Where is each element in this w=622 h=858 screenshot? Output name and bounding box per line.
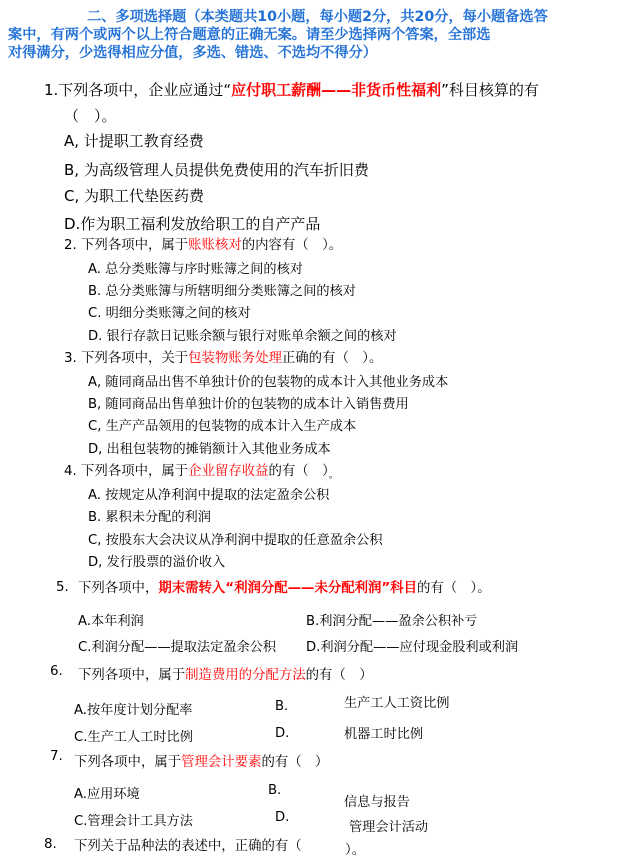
question-6-number: 6. (50, 664, 63, 679)
question-8-number: 8. (44, 837, 57, 852)
question-4-highlight: 企业留存收益 (188, 464, 269, 479)
question-6-option-c: C.生产工人工时比例 (74, 730, 193, 745)
question-3-option-d: D, 出租包装物的摊销额计入其他业务成本 (88, 442, 331, 457)
question-7-option-c: C.管理会计工具方法 (74, 814, 193, 829)
question-5-highlight: 期末需转入“利润分配——未分配利润”科目 (158, 581, 417, 596)
question-4-option-c: C, 按股东大会决议从净利润中提取的任意盈余公积 (88, 533, 383, 548)
question-4-end: 。 (328, 470, 339, 481)
section-header (8, 8, 608, 62)
question-3-suffix: 正确的有（ ）。 (281, 351, 383, 366)
question-2-suffix: 的内容有（ ）。 (241, 238, 343, 253)
question-6-suffix: 的有（ ） (305, 668, 373, 683)
question-5-prefix: 下列各项中， (78, 581, 159, 596)
question-3-prefix: 3. 下列各项中，关于 (64, 351, 189, 366)
question-2-prefix: 2. 下列各项中，属于 (64, 238, 189, 253)
header-line-3: 对得满分，少选得相应分值，多选、错选、不选均不得分） (8, 45, 377, 61)
question-6-option-d-letter: D. (275, 726, 290, 741)
question-7-stem (74, 751, 328, 770)
question-1-stem (44, 79, 539, 100)
question-7-suffix: 的有（ ） (261, 755, 329, 770)
question-5-option-d: D.利润分配——应付现金股利或利润 (306, 640, 519, 655)
header-line-1: 二、多项选择题（本类题共10小题，每小题2分，共20分，每小题备选答 (87, 9, 548, 25)
question-4-stem (64, 460, 339, 481)
question-2-stem (64, 234, 342, 253)
question-1-paren: （ ）。 (64, 107, 117, 125)
question-4-option-b: B. 累积未分配的利润 (88, 510, 211, 525)
question-2-option-b: B. 总分类账簿与所辖明细分类账簿之间的核对 (88, 284, 356, 299)
question-7-option-b: 信息与报告 (344, 795, 410, 810)
question-4-suffix: 的有（ ） (268, 464, 329, 479)
question-4-option-a: A. 按规定从净利润中提取的法定盈余公积 (88, 488, 330, 503)
question-8-stem: 下列关于品种法的表述中，正确的有（ (74, 839, 302, 854)
question-6-highlight: 制造费用的分配方法 (185, 668, 306, 683)
question-5-suffix: 的有（ ）。 (416, 581, 491, 596)
question-4-prefix: 4. 下列各项中，属于 (64, 464, 189, 479)
question-7-prefix: 下列各项中，属于 (74, 755, 182, 770)
question-1-option-a: A, 计提职工教育经费 (64, 132, 204, 150)
question-1-prefix: 1.下列各项中，企业应通过“ (44, 81, 232, 99)
question-6-option-a: A.按年度计划分配率 (74, 703, 193, 718)
question-3-option-a: A, 随同商品出售不单独计价的包装物的成本计入其他业务成本 (88, 375, 449, 390)
question-6-option-d: 机器工时比例 (344, 727, 424, 742)
question-6-prefix: 下列各项中，属于 (78, 668, 186, 683)
question-5-number: 5. (56, 580, 69, 595)
question-6-option-b-letter: B. (275, 699, 289, 714)
question-7-highlight: 管理会计要素 (181, 755, 262, 770)
question-2-highlight: 账账核对 (188, 238, 242, 253)
question-3-stem (64, 347, 382, 366)
question-8-end: ）。 (345, 843, 366, 858)
question-5-stem (78, 577, 491, 596)
question-2-option-c: C. 明细分类账簿之间的核对 (88, 306, 251, 321)
question-7-option-d-letter: D. (275, 810, 290, 825)
question-3-highlight: 包装物账务处理 (188, 351, 282, 366)
question-1-suffix: ”科目核算的有 (441, 81, 539, 99)
question-5-option-b: B.利润分配——盈余公积补亏 (306, 614, 478, 629)
question-6-stem (78, 664, 373, 683)
question-4-option-d: D, 发行股票的溢价收入 (88, 555, 226, 570)
question-1-option-d: D.作为职工福利发放给职工的自产产品 (64, 215, 321, 233)
header-line-2: 案中，有两个或两个以上符合题意的正确无案。请至少选择两个答案，全部选 (8, 27, 491, 43)
question-7-option-b-letter: B. (268, 783, 282, 798)
question-1-option-b: B, 为高级管理人员提供免费使用的汽车折旧费 (64, 161, 369, 179)
question-2-option-a: A. 总分类账簿与序时账簿之间的核对 (88, 262, 303, 277)
question-5-option-a: A.本年利润 (78, 614, 144, 629)
question-1-option-c: C, 为职工代垫医药费 (64, 187, 205, 205)
question-1-highlight: 应付职工薪酬——非货币性福利 (231, 81, 442, 99)
question-2-option-d: D. 银行存款日记账余额与银行对账单余额之间的核对 (88, 329, 397, 344)
question-7-option-d: 管理会计活动 (349, 820, 429, 835)
question-7-number: 7. (50, 749, 63, 764)
question-5-option-c: C.利润分配——提取法定盈余公积 (78, 640, 277, 655)
question-7-option-a: A.应用环境 (74, 787, 140, 802)
question-6-option-b: 生产工人工资比例 (344, 696, 450, 711)
question-3-option-c: C, 生产产品领用的包装物的成本计入生产成本 (88, 419, 357, 434)
question-3-option-b: B, 随同商品出售单独计价的包装物的成本计入销售费用 (88, 397, 409, 412)
